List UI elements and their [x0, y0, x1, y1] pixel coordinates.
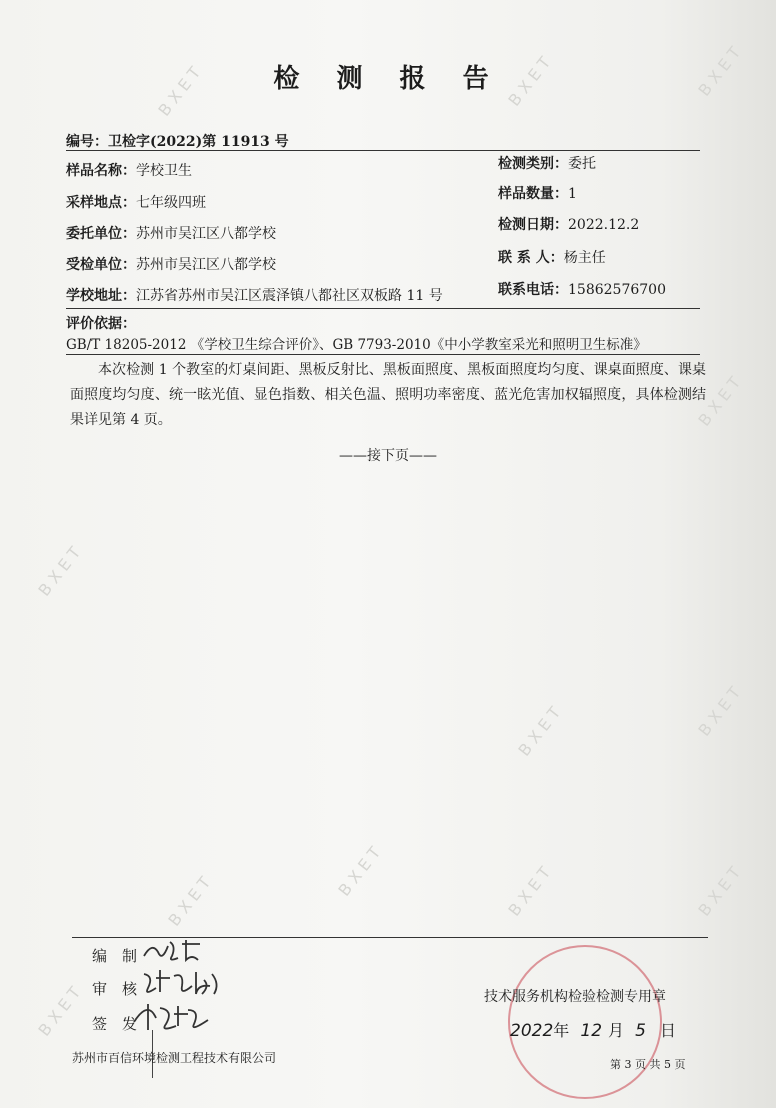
field-client-unit: 委托单位：苏州市吴江区八都学校 [66, 226, 276, 242]
stamp-caption: 技术服务机构检验检测专用章 [484, 989, 666, 1005]
page-title: 检 测 报 告 [273, 64, 503, 94]
watermark: BXET [334, 839, 388, 900]
field-sampling-site: 采样地点：七年级四班 [66, 195, 206, 211]
watermark: BXET [164, 869, 218, 930]
sign-date: 2022年 12 月 5 日 [510, 1021, 676, 1041]
compiled-label: 编 制 [92, 947, 138, 965]
basis-rule [66, 354, 700, 355]
compiled-signature [140, 936, 210, 966]
company-name: 苏州市百信环境检测工程技术有限公司 [72, 1051, 277, 1065]
watermark: BXET [504, 49, 558, 110]
field-phone: 联系电话：15862576700 [498, 282, 666, 298]
field-sample-name: 样品名称：学校卫生 [66, 163, 192, 179]
approved-signature [128, 998, 218, 1034]
header-rule [66, 150, 700, 151]
body-paragraph: 本次检测 1 个教室的灯桌间距、黑板反射比、黑板面照度、黑板面照度均匀度、课桌面照度、课桌面照度均匀度、统一眩光值、显色指数、相关色温、照明功率密度、蓝光危害加权辐照度，具体检测结果详见第 4 页。 [70, 362, 706, 428]
field-test-date: 检测日期：2022.12.2 [498, 217, 640, 233]
watermark: BXET [514, 699, 568, 760]
field-inspected-unit: 受检单位：苏州市吴江区八都学校 [66, 257, 276, 273]
basis-text: GB/T 18205-2012 《学校卫生综合评价》、GB 7793-2010《中小学教室采光和照明卫生标准》 [66, 337, 647, 353]
page-number: 第 3 页 共 5 页 [610, 1058, 686, 1071]
basis-label: 评价依据： [66, 316, 136, 332]
watermark: BXET [154, 59, 208, 120]
approved-label: 签 发 [92, 1015, 138, 1033]
fields-rule [66, 308, 700, 309]
watermark: BXET [34, 539, 88, 600]
field-test-type: 检测类别：委托 [498, 156, 596, 172]
report-number: 编号：卫检字(2022)第 11913 号 [66, 134, 289, 150]
watermark: BXET [504, 859, 558, 920]
reviewed-signature [138, 966, 228, 1000]
continued-note: ——接下页—— [339, 448, 437, 464]
field-school-address: 学校地址：江苏省苏州市吴江区震泽镇八都社区双板路 11 号 [66, 288, 443, 304]
field-contact: 联 系 人：杨主任 [498, 250, 606, 266]
watermark: BXET [694, 39, 748, 100]
watermark: BXET [34, 979, 88, 1040]
watermark: BXET [694, 679, 748, 740]
watermark: BXET [694, 369, 748, 430]
reviewed-label: 审 核 [92, 980, 138, 998]
watermark: BXET [694, 859, 748, 920]
field-sample-qty: 样品数量：1 [498, 186, 577, 202]
